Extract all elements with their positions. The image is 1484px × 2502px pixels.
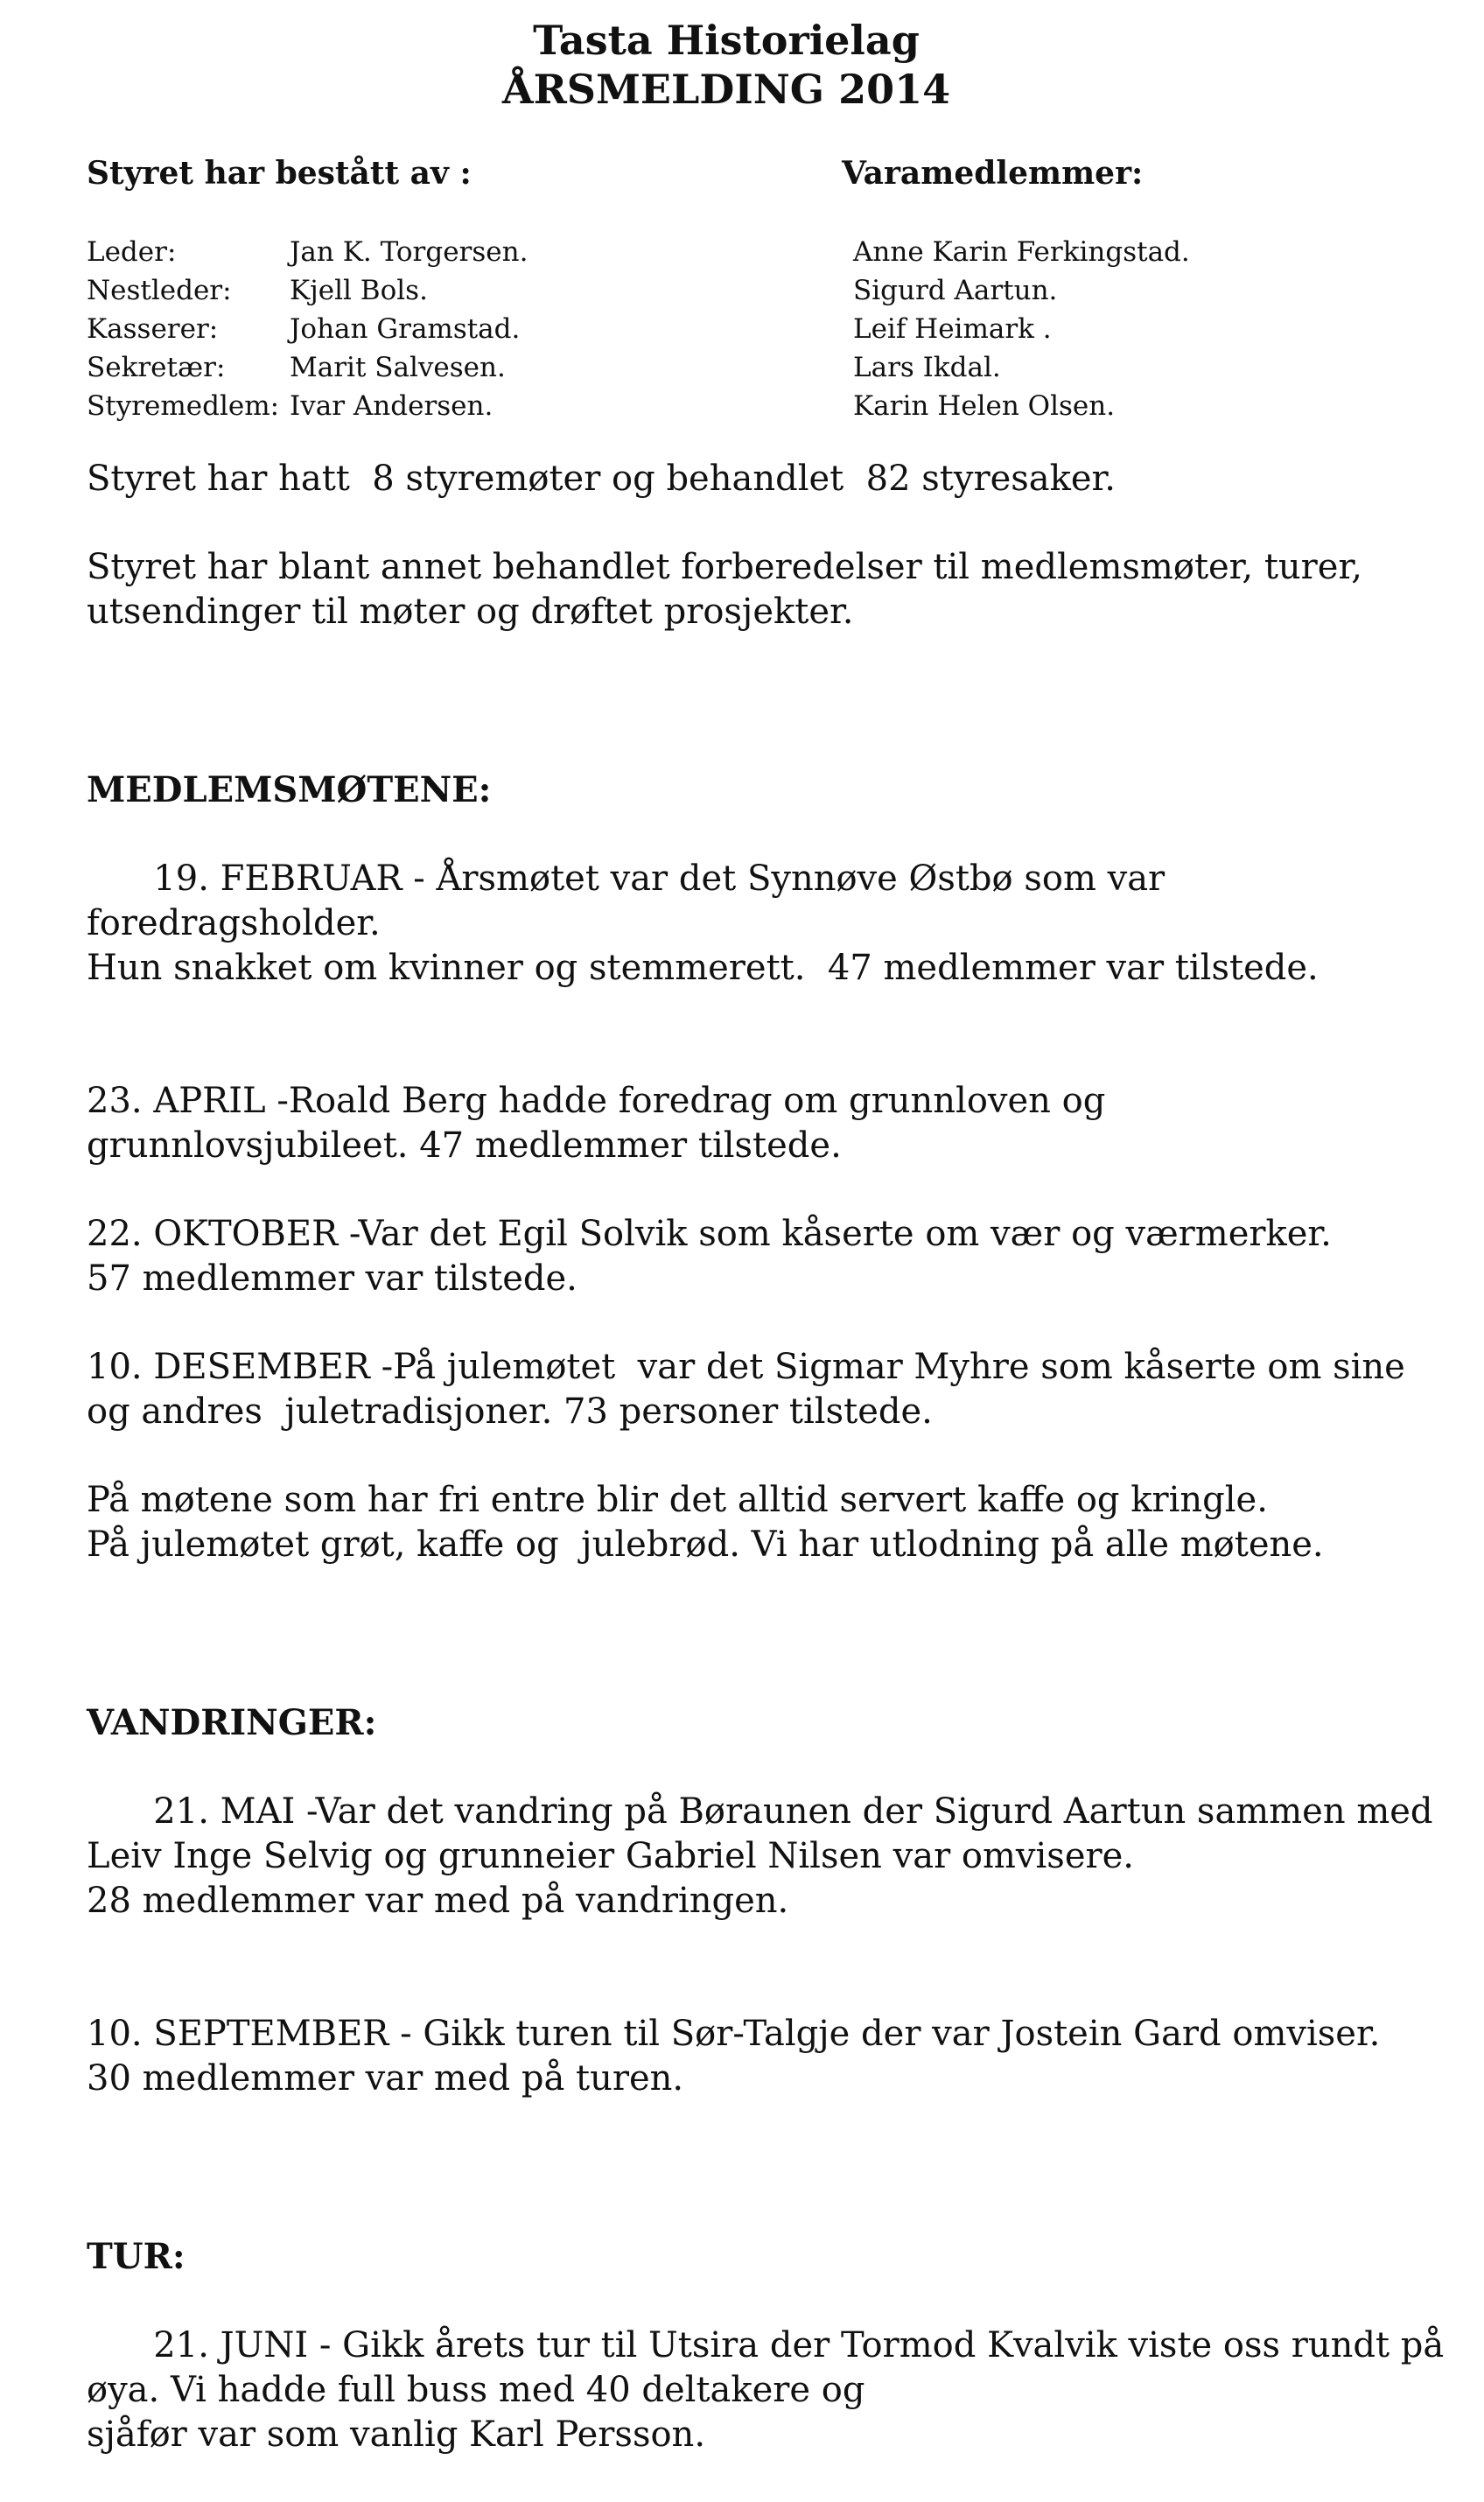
board-name: Marit Salvesen. bbox=[290, 352, 506, 383]
walk-september: 10. SEPTEMBER - Gikk turen til Sør-Talgje der var Jostein Gard omviser. 30 medlemmer var med på turen. bbox=[87, 2014, 1381, 2099]
deputy-name: Karin Helen Olsen. bbox=[853, 390, 1116, 422]
title-organization: Tasta Historielag bbox=[533, 17, 920, 64]
deputies-heading: Varamedlemmer: bbox=[842, 155, 1144, 192]
board-role: Sekretær: bbox=[87, 352, 226, 383]
title-report: ÅRSMELDING 2014 bbox=[501, 66, 951, 113]
board-role: Nestleder: bbox=[87, 275, 232, 306]
trip-section bbox=[87, 2145, 1452, 2502]
board-name: Johan Gramstad. bbox=[290, 313, 521, 345]
trip-heading: TUR: bbox=[87, 2236, 186, 2277]
walks-section bbox=[87, 1611, 1452, 1968]
trip-june: 21. JUNI - Gikk årets tur til Utsira der Tormod Kvalvik viste oss rundt på øya. Vi hadde full buss med 40 deltakere og sjåfør var som vanlig Karl Persson. bbox=[87, 2325, 1445, 2455]
deputy-name: Sigurd Aartun. bbox=[853, 275, 1058, 306]
meeting-february: 19. FEBRUAR - Årsmøtet var det Synnøve Østbø som var foredragsholder. Hun snakket om kvinner og stemmerett. 47 medlemmer var tilstede. bbox=[87, 859, 1319, 988]
board-name: Kjell Bols. bbox=[290, 275, 428, 306]
board-name: Jan K. Torgersen. bbox=[290, 236, 528, 268]
deputy-name: Lars Ikdal. bbox=[853, 352, 1001, 383]
board-meetings-summary: Styret har hatt 8 styremøter og behandlet 82 styresaker. bbox=[87, 459, 1116, 499]
document-title bbox=[0, 16, 1452, 114]
deputy-name: Anne Karin Ferkingstad. bbox=[853, 236, 1190, 268]
walk-may: 21. MAI -Var det vandring på Børaunen der Sigurd Aartun sammen med Leiv Inge Selvig og grunneier Gabriel Nilsen var omvisere. 28 medlemmer var med på vandringen. bbox=[87, 1791, 1433, 1921]
board-activities-summary: Styret har blant annet behandlet forberedelser til medlemsmøter, turer, utsendinger til møter og drøftet prosjekter. bbox=[87, 547, 1362, 632]
board-heading: Styret har bestått av : bbox=[87, 155, 472, 192]
meeting-april: 23. APRIL -Roald Berg hadde foredrag om grunnloven og grunnlovsjubileet. 47 medlemmer tilstede. bbox=[87, 1081, 1106, 1166]
board-role: Kasserer: bbox=[87, 313, 219, 345]
meetings-section bbox=[87, 678, 1452, 1035]
board-role: Styremedlem: bbox=[87, 390, 280, 422]
board-role: Leder: bbox=[87, 236, 177, 268]
report-body bbox=[87, 457, 1452, 2502]
meeting-october: 22. OKTOBER -Var det Egil Solvik som kåserte om vær og værmerker. 57 medlemmer var tilstede. bbox=[87, 1214, 1332, 1299]
deputy-name: Leif Heimark . bbox=[853, 313, 1052, 345]
meetings-heading: MEDLEMSMØTENE: bbox=[87, 769, 492, 810]
deputy-list bbox=[853, 233, 1190, 425]
board-name: Ivar Andersen. bbox=[290, 390, 494, 422]
meetings-refreshments: På møtene som har fri entre blir det alltid servert kaffe og kringle. På julemøtet grøt, kaffe og julebrød. Vi har utlodning på alle møtene. bbox=[87, 1480, 1324, 1565]
meeting-december: 10. DESEMBER -På julemøtet var det Sigmar Myhre som kåserte om sine og andres juletradisjoner. 73 personer tilstede. bbox=[87, 1347, 1405, 1432]
walks-heading: VANDRINGER: bbox=[87, 1702, 377, 1743]
